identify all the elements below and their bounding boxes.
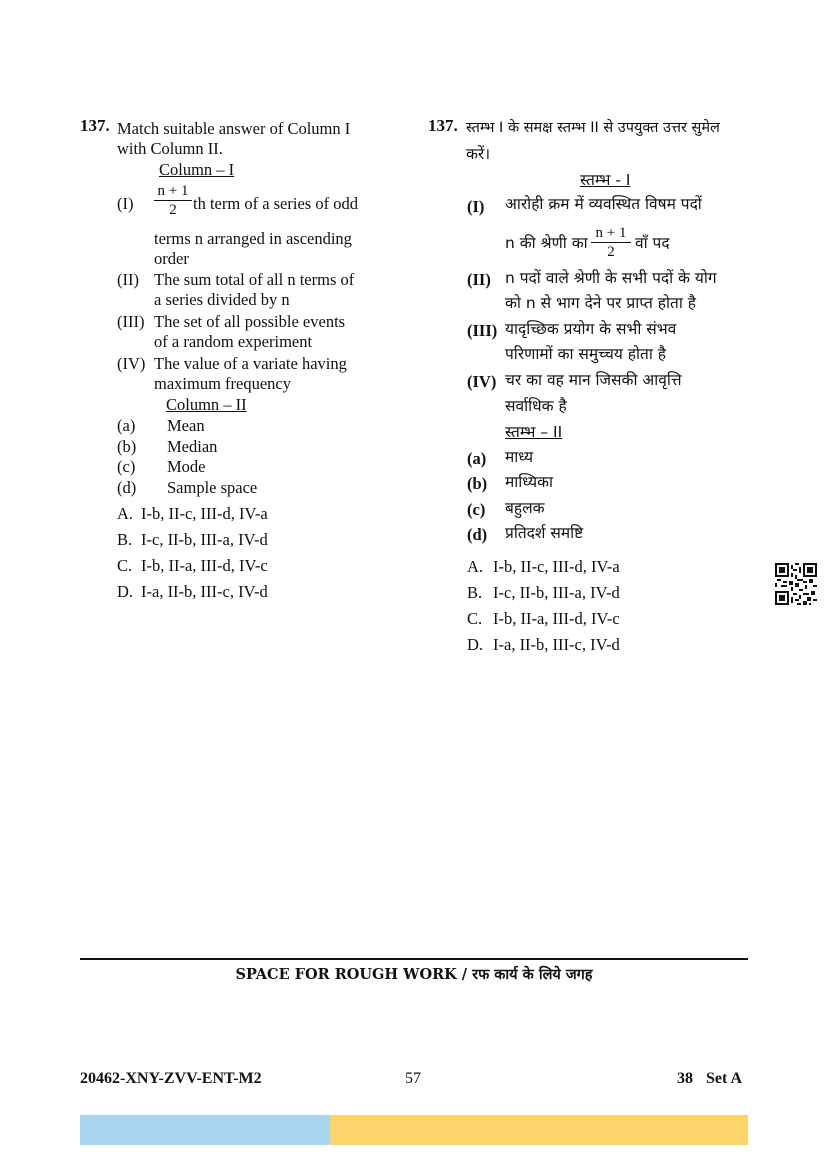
question-text-line: with Column II. xyxy=(117,139,223,158)
question-text-line: Match suitable answer of Column I xyxy=(117,119,351,138)
item-text-line: यादृच्छिक प्रयोग के सभी संभव xyxy=(505,320,677,338)
item-label: (I) xyxy=(467,197,485,216)
option-text: I-b, II-a, III-d, IV-c xyxy=(141,556,268,575)
option-letter: B. xyxy=(467,583,483,602)
match-label: (d) xyxy=(467,525,488,544)
option-letter: C. xyxy=(467,609,483,628)
option-text: I-c, II-b, III-a, IV-d xyxy=(493,583,620,602)
column-2-heading: स्तम्भ – II xyxy=(505,423,563,441)
match-text: Sample space xyxy=(167,478,258,497)
fraction-numerator: n + 1 xyxy=(591,224,631,243)
item-label: (III) xyxy=(117,312,145,331)
match-text: माध्य xyxy=(505,448,534,466)
match-text: Mean xyxy=(167,416,205,435)
item-text-line: of a random experiment xyxy=(154,332,313,351)
fraction-numerator: n + 1 xyxy=(154,182,192,201)
item-text-line: The value of a variate having xyxy=(154,354,347,373)
option-text: I-b, II-c, III-d, IV-a xyxy=(141,504,268,523)
column-1-heading: Column – I xyxy=(159,160,235,179)
match-label: (b) xyxy=(467,474,488,493)
item-text-line: maximum frequency xyxy=(154,374,291,393)
item-label: (I) xyxy=(117,194,134,213)
item-text-line: terms n arranged in ascending xyxy=(154,229,352,248)
fraction-denominator: 2 xyxy=(169,202,177,218)
item-label: (III) xyxy=(467,321,498,340)
fraction-denominator: 2 xyxy=(607,244,615,260)
option-letter: C. xyxy=(117,556,133,575)
item-text-line: आरोही क्रम में व्यवस्थित विषम पदों xyxy=(505,195,702,213)
column-1-heading: स्तम्भ - I xyxy=(580,171,631,189)
match-text: Median xyxy=(167,437,218,456)
rough-work-label: SPACE FOR ROUGH WORK / रफ कार्य के लिये जगह xyxy=(235,966,593,983)
question-text-line: करें। xyxy=(466,145,491,163)
item-text-line: a series divided by n xyxy=(154,290,290,309)
item-text-line: सर्वाधिक है xyxy=(505,397,567,415)
item-label: (IV) xyxy=(467,372,497,391)
match-text: Mode xyxy=(167,457,206,476)
item-text-line: th term of a series of odd xyxy=(193,194,358,213)
paper-code: 20462-XNY-ZVV-ENT-M2 xyxy=(80,1070,262,1087)
match-label: (a) xyxy=(117,416,136,435)
question-number: 137. xyxy=(428,116,458,135)
qr-code-icon xyxy=(775,563,817,605)
option-text: I-b, II-c, III-d, IV-a xyxy=(493,557,620,576)
item-text-line: को n से भाग देने पर प्राप्त होता है xyxy=(505,294,697,312)
set-label: Set A xyxy=(706,1070,742,1087)
item-text-line: वाँ पद xyxy=(635,234,670,252)
item-text-line: order xyxy=(154,249,189,268)
page-number: 57 xyxy=(405,1070,421,1087)
option-text: I-b, II-a, III-d, IV-c xyxy=(493,609,620,628)
match-label: (c) xyxy=(117,457,136,476)
booklet-number: 38 xyxy=(677,1070,693,1087)
footer-bar-yellow xyxy=(330,1115,748,1145)
item-label: (IV) xyxy=(117,354,146,373)
item-text-line: n की श्रेणी का xyxy=(505,234,588,252)
option-letter: D. xyxy=(117,582,134,601)
match-text: बहुलक xyxy=(505,499,545,517)
item-text-line: n पदों वाले श्रेणी के सभी पदों के योग xyxy=(505,269,717,287)
option-letter: D. xyxy=(467,635,484,654)
question-text-line: स्तम्भ I के समक्ष स्तम्भ II से उपयुक्त उत्तर सुमेल xyxy=(466,120,720,136)
option-letter: B. xyxy=(117,530,133,549)
item-text-line: परिणामों का समुच्चय होता है xyxy=(505,345,667,363)
item-label: (II) xyxy=(117,270,139,289)
match-label: (a) xyxy=(467,449,487,468)
match-label: (d) xyxy=(117,478,137,497)
rough-work-divider xyxy=(80,958,748,960)
option-text: I-a, II-b, III-c, IV-d xyxy=(493,635,620,654)
match-text: प्रतिदर्श समष्टि xyxy=(505,524,584,542)
item-text-line: चर का वह मान जिसकी आवृत्ति xyxy=(505,371,682,389)
question-number: 137. xyxy=(80,116,110,135)
option-letter: A. xyxy=(467,557,484,576)
match-label: (c) xyxy=(467,500,486,519)
item-label: (II) xyxy=(467,270,491,289)
option-text: I-a, II-b, III-c, IV-d xyxy=(141,582,268,601)
fraction xyxy=(591,224,631,261)
footer-bar-blue xyxy=(80,1115,330,1145)
fraction xyxy=(154,182,192,219)
match-text: माध्यिका xyxy=(505,473,554,491)
match-label: (b) xyxy=(117,437,137,456)
option-text: I-c, II-b, III-a, IV-d xyxy=(141,530,268,549)
column-2-heading: Column – II xyxy=(166,395,247,414)
item-text-line: The sum total of all n terms of xyxy=(154,270,355,289)
item-text-line: The set of all possible events xyxy=(154,312,346,331)
option-letter: A. xyxy=(117,504,134,523)
